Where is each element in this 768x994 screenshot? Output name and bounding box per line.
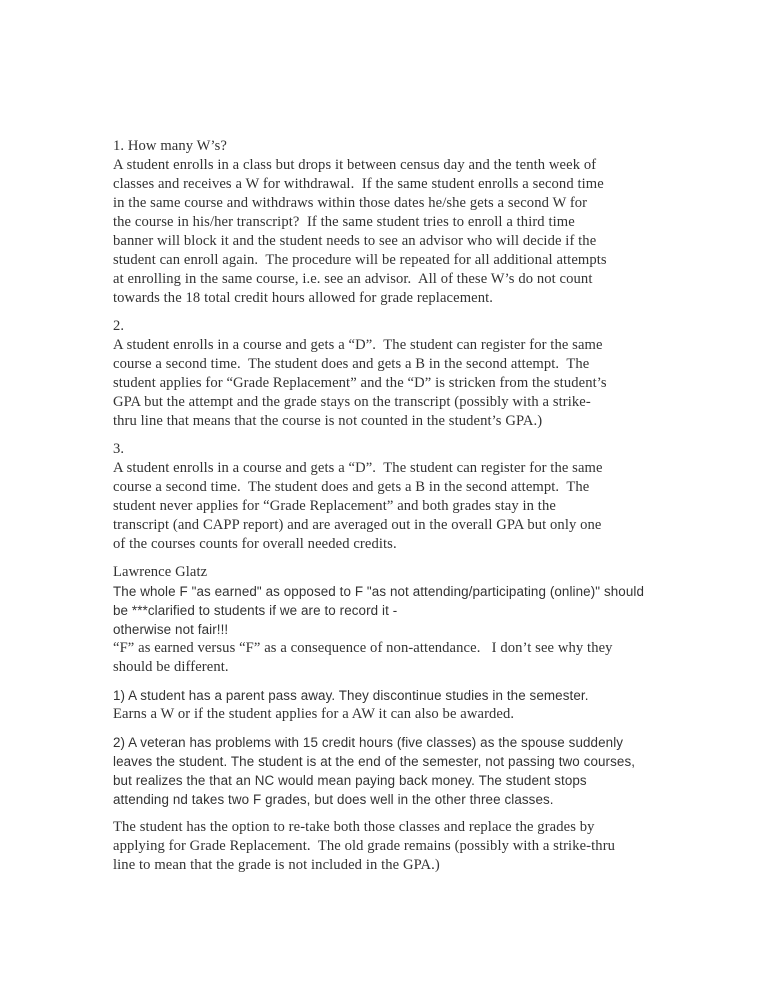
- paragraph: [113, 440, 644, 554]
- text-line: GPA but the attempt and the grade stays on the transcript (possibly with a strike-: [113, 394, 591, 410]
- text-line: A student enrolls in a course and gets a “D”. The student can register for the same: [113, 337, 603, 353]
- text-line: classes and receives a W for withdrawal. If the same student enrolls a second time: [113, 176, 604, 192]
- text-line: 1. How many W’s?: [113, 138, 228, 154]
- text-line: at enrolling in the same course, i.e. see an advisor. All of these W’s do not count: [113, 271, 593, 287]
- text-line: student applies for “Grade Replacement” and the “D” is stricken from the student’s: [113, 375, 607, 391]
- text-line: course a second time. The student does and gets a B in the second attempt. The: [113, 356, 590, 372]
- text-line: The student has the option to re-take both those classes and replace the grades by: [113, 819, 595, 835]
- paragraph: [113, 818, 644, 875]
- paragraph: [113, 563, 644, 677]
- text-line: line to mean that the grade is not included in the GPA.): [113, 857, 440, 873]
- paragraph: [113, 686, 644, 724]
- text-line: applying for Grade Replacement. The old grade remains (possibly with a strike-thru: [113, 838, 616, 854]
- text-line: The whole F "as earned" as opposed to F "as not attending/participating (online)" should: [113, 584, 645, 599]
- text-line: attending nd takes two F grades, but does well in the other three classes.: [113, 792, 554, 807]
- document-body: [113, 137, 644, 884]
- text-line: thru line that means that the course is not counted in the student’s GPA.): [113, 413, 543, 429]
- text-line: “F” as earned versus “F” as a consequence of non-attendance. I don’t see why they: [113, 640, 613, 656]
- text-line: towards the 18 total credit hours allowed for grade replacement.: [113, 290, 494, 306]
- text-line: the course in his/her transcript? If the same student tries to enroll a third time: [113, 214, 575, 230]
- text-line: should be different.: [113, 659, 229, 675]
- text-line: course a second time. The student does and gets a B in the second attempt. The: [113, 479, 590, 495]
- paragraph: [113, 733, 644, 809]
- text-line: but realizes the that an NC would mean paying back money. The student stops: [113, 773, 587, 788]
- paragraph: [113, 317, 644, 431]
- text-line: 1) A student has a parent pass away. They discontinue studies in the semester.: [113, 688, 589, 703]
- text-line: Earns a W or if the student applies for a AW it can also be awarded.: [113, 706, 515, 722]
- text-line: of the courses counts for overall needed credits.: [113, 536, 397, 552]
- paragraph: [113, 137, 644, 308]
- text-line: in the same course and withdraws within those dates he/she gets a second W for: [113, 195, 588, 211]
- text-line: banner will block it and the student needs to see an advisor who will decide if the: [113, 233, 597, 249]
- text-line: leaves the student. The student is at the end of the semester, not passing two courses,: [113, 754, 636, 769]
- text-line: 2.: [113, 318, 125, 334]
- text-line: student never applies for “Grade Replacement” and both grades stay in the: [113, 498, 556, 514]
- text-line: A student enrolls in a course and gets a “D”. The student can register for the same: [113, 460, 603, 476]
- text-line: 3.: [113, 441, 125, 457]
- text-line: Lawrence Glatz: [113, 564, 208, 580]
- text-line: student can enroll again. The procedure will be repeated for all additional attempts: [113, 252, 607, 268]
- text-line: A student enrolls in a class but drops it between census day and the tenth week of: [113, 157, 597, 173]
- text-line: transcript (and CAPP report) and are averaged out in the overall GPA but only one: [113, 517, 602, 533]
- text-line: 2) A veteran has problems with 15 credit hours (five classes) as the spouse suddenly: [113, 735, 624, 750]
- text-line: otherwise not fair!!!: [113, 622, 229, 637]
- text-line: be ***clarified to students if we are to record it -: [113, 603, 398, 618]
